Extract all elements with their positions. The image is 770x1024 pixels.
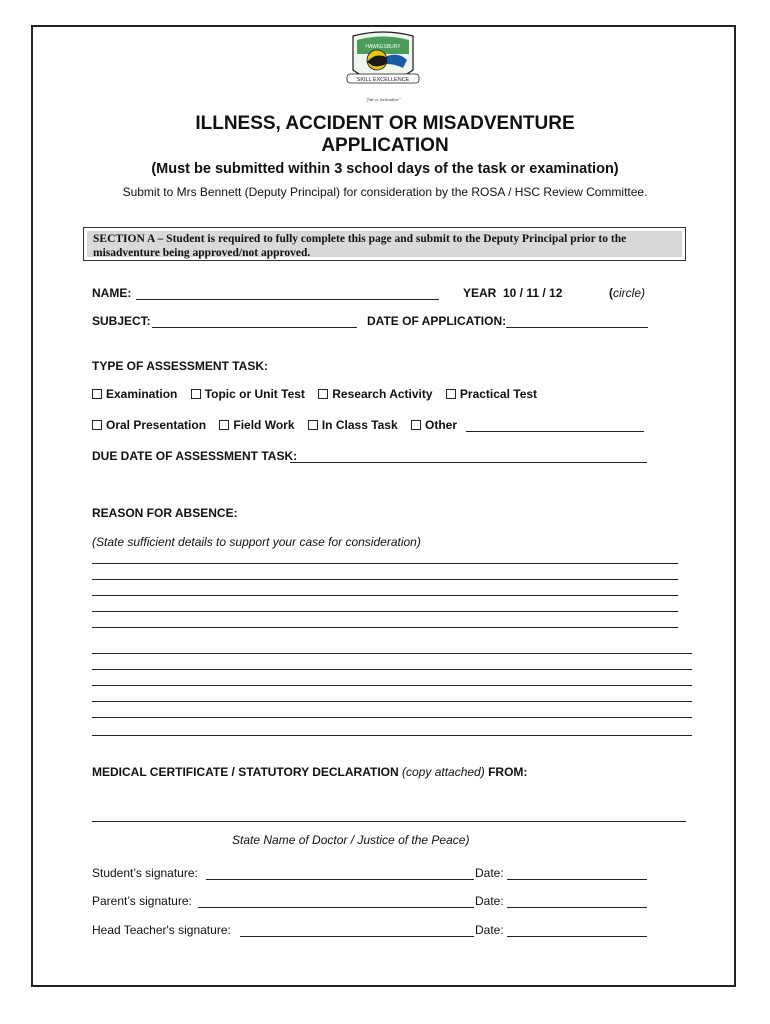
reason-line[interactable] bbox=[92, 669, 692, 670]
parent-signature-field[interactable] bbox=[198, 907, 474, 908]
head-teacher-date-label: Date: bbox=[475, 923, 504, 937]
option-oral-presentation[interactable] bbox=[92, 418, 206, 432]
name-label: NAME: bbox=[92, 286, 132, 300]
option-topic-unit-test[interactable] bbox=[191, 387, 305, 401]
subject-field[interactable] bbox=[152, 327, 357, 328]
reason-line[interactable] bbox=[92, 563, 678, 564]
parent-signature-label: Parent’s signature: bbox=[92, 894, 192, 908]
year-circle-hint bbox=[609, 286, 645, 300]
checkbox-icon[interactable] bbox=[446, 389, 456, 399]
option-label: Other bbox=[425, 418, 458, 432]
checkbox-icon[interactable] bbox=[92, 389, 102, 399]
section-a-text: SECTION A – Student is required to fully complete this page and submit to the Deputy Principal prior to the misadventure being approved/not approved. bbox=[93, 233, 627, 259]
reason-line[interactable] bbox=[92, 685, 692, 686]
option-in-class-task[interactable] bbox=[308, 418, 398, 432]
reason-line[interactable] bbox=[92, 627, 678, 628]
due-date-field[interactable] bbox=[290, 462, 647, 463]
checkbox-icon[interactable] bbox=[411, 420, 421, 430]
parent-date-label: Date: bbox=[475, 894, 504, 908]
reason-line[interactable] bbox=[92, 717, 692, 718]
section-a-box bbox=[83, 227, 686, 261]
form-title-line2: APPLICATION bbox=[321, 135, 449, 156]
year-label: YEAR bbox=[463, 286, 497, 300]
reason-line[interactable] bbox=[92, 611, 678, 612]
head-teacher-signature-label: Head Teacher's signature: bbox=[92, 923, 231, 937]
assessment-options-row1 bbox=[92, 387, 547, 401]
medical-cert-label bbox=[92, 765, 527, 779]
option-examination[interactable] bbox=[92, 387, 177, 401]
reason-line[interactable] bbox=[92, 735, 692, 736]
option-label: Practical Test bbox=[459, 387, 538, 401]
reason-line[interactable] bbox=[92, 579, 678, 580]
name-field[interactable] bbox=[136, 299, 439, 300]
subject-label: SUBJECT: bbox=[92, 314, 151, 328]
parent-date-field[interactable] bbox=[507, 907, 647, 908]
option-label: Topic or Unit Test bbox=[204, 387, 305, 401]
assessment-options-row2 bbox=[92, 418, 457, 432]
reason-hint: (State sufficient details to support your case for consideration) bbox=[92, 535, 421, 549]
date-of-application-label: DATE OF APPLICATION: bbox=[367, 314, 507, 328]
option-label: In Class Task bbox=[321, 418, 398, 432]
option-label: Field Work bbox=[233, 418, 295, 432]
reason-line[interactable] bbox=[92, 595, 678, 596]
option-label: Examination bbox=[106, 387, 178, 401]
checkbox-icon[interactable] bbox=[191, 389, 201, 399]
option-other[interactable] bbox=[411, 418, 457, 432]
year-circle-open: ( bbox=[609, 286, 613, 300]
year-circle-text: circle) bbox=[613, 286, 645, 300]
option-research-activity[interactable] bbox=[318, 387, 432, 401]
option-label: Oral Presentation bbox=[106, 418, 207, 432]
form-subtitle: (Must be submitted within 3 school days of the task or examination) bbox=[151, 161, 619, 177]
student-date-label: Date: bbox=[475, 866, 504, 880]
option-field-work[interactable] bbox=[219, 418, 294, 432]
assessment-type-heading: TYPE OF ASSESSMENT TASK: bbox=[92, 359, 269, 373]
due-date-label: DUE DATE OF ASSESSMENT TASK: bbox=[92, 449, 298, 463]
doctor-caption: State Name of Doctor / Justice of the Peace) bbox=[232, 833, 470, 847]
reason-line[interactable] bbox=[92, 653, 692, 654]
date-of-application-field[interactable] bbox=[506, 327, 648, 328]
reason-heading: REASON FOR ABSENCE: bbox=[92, 506, 238, 520]
head-teacher-signature-field[interactable] bbox=[240, 936, 474, 937]
year-options[interactable]: 10 / 11 / 12 bbox=[503, 286, 563, 300]
other-specify-field[interactable] bbox=[466, 431, 644, 432]
checkbox-icon[interactable] bbox=[219, 420, 229, 430]
medical-cert-label-from: FROM: bbox=[488, 765, 528, 779]
crest-top-text: HAWKESBURY bbox=[365, 44, 401, 50]
reason-line[interactable] bbox=[92, 701, 692, 702]
school-crest-logo bbox=[343, 30, 423, 104]
crest-ribbon-text: SKILL EXCELLENCE bbox=[356, 77, 410, 83]
doctor-name-field[interactable] bbox=[92, 821, 686, 822]
option-practical-test[interactable] bbox=[446, 387, 537, 401]
crest-motto-text: "fide et fortitudine" bbox=[365, 97, 401, 102]
submit-instructions: Submit to Mrs Bennett (Deputy Principal) for consideration by the ROSA / HSC Review Committee. bbox=[122, 185, 648, 199]
head-teacher-date-field[interactable] bbox=[507, 936, 647, 937]
checkbox-icon[interactable] bbox=[318, 389, 328, 399]
student-signature-field[interactable] bbox=[206, 879, 474, 880]
option-label: Research Activity bbox=[332, 387, 433, 401]
checkbox-icon[interactable] bbox=[308, 420, 318, 430]
student-date-field[interactable] bbox=[507, 879, 647, 880]
medical-cert-label-note: (copy attached) bbox=[402, 765, 485, 779]
form-title-line1: ILLNESS, ACCIDENT OR MISADVENTURE bbox=[195, 113, 575, 134]
medical-cert-label-main: MEDICAL CERTIFICATE / STATUTORY DECLARATION bbox=[92, 765, 399, 779]
student-signature-label: Student’s signature: bbox=[92, 866, 198, 880]
checkbox-icon[interactable] bbox=[92, 420, 102, 430]
